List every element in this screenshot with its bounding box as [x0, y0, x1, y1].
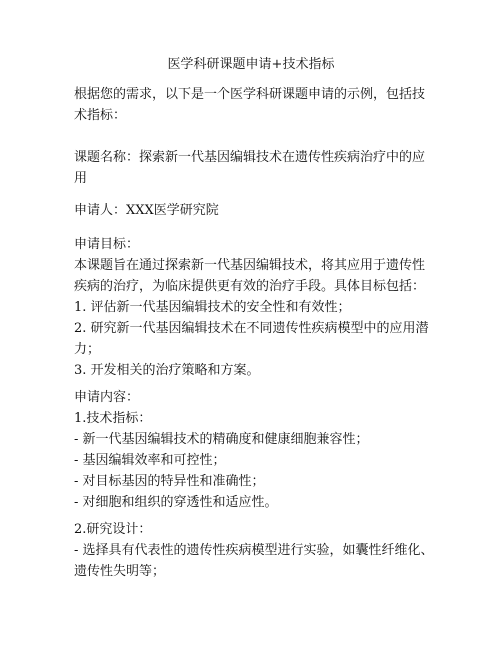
objectives-line: 1. 评估新一代基因编辑技术的安全性和有效性； — [74, 300, 351, 315]
tech-item: - 对细胞和组织的穿透性和适应性。 — [74, 495, 278, 510]
document-title: 医学科研课题申请+技术指标 — [167, 57, 335, 72]
design-line: 遗传性失明等； — [74, 564, 166, 579]
tech-item: - 对目标基因的特异性和准确性； — [74, 474, 265, 489]
applicant-paragraph — [74, 200, 436, 221]
project-name-line: 用 — [74, 171, 88, 186]
design-heading: 2.研究设计： — [74, 522, 152, 537]
content-section — [74, 387, 436, 513]
objectives-section — [74, 234, 436, 381]
intro-line: 术指标： — [74, 108, 127, 123]
project-name-paragraph — [74, 147, 436, 189]
content-heading: 申请内容： — [74, 390, 140, 405]
design-section — [74, 519, 436, 582]
objectives-line: 2. 研究新一代基因编辑技术在不同遗传性疾病模型中的应用潜 — [74, 321, 429, 336]
objectives-line: 疾病的治疗，为临床提供更有效的治疗手段。具体目标包括： — [74, 279, 426, 294]
design-line: - 选择具有代表性的遗传性疾病模型进行实验，如囊性纤维化、 — [74, 543, 434, 558]
objectives-line: 本课题旨在通过探索新一代基因编辑技术，将其应用于遗传性 — [74, 258, 426, 273]
intro-paragraph — [74, 84, 436, 126]
objectives-line: 力； — [74, 342, 101, 357]
tech-heading: 1.技术指标： — [74, 411, 152, 426]
project-name-line: 课题名称：探索新一代基因编辑技术在遗传性疾病治疗中的应 — [74, 150, 426, 165]
tech-item: - 基因编辑效率和可控性； — [74, 453, 226, 468]
objectives-heading: 申请目标： — [74, 237, 140, 252]
objectives-line: 3. 开发相关的治疗策略和方案。 — [74, 363, 260, 378]
tech-item: - 新一代基因编辑技术的精确度和健康细胞兼容性； — [74, 432, 369, 447]
intro-line: 根据您的需求，以下是一个医学科研课题申请的示例，包括技 — [74, 87, 426, 102]
applicant-line: 申请人：XXX医学研究院 — [74, 203, 219, 218]
